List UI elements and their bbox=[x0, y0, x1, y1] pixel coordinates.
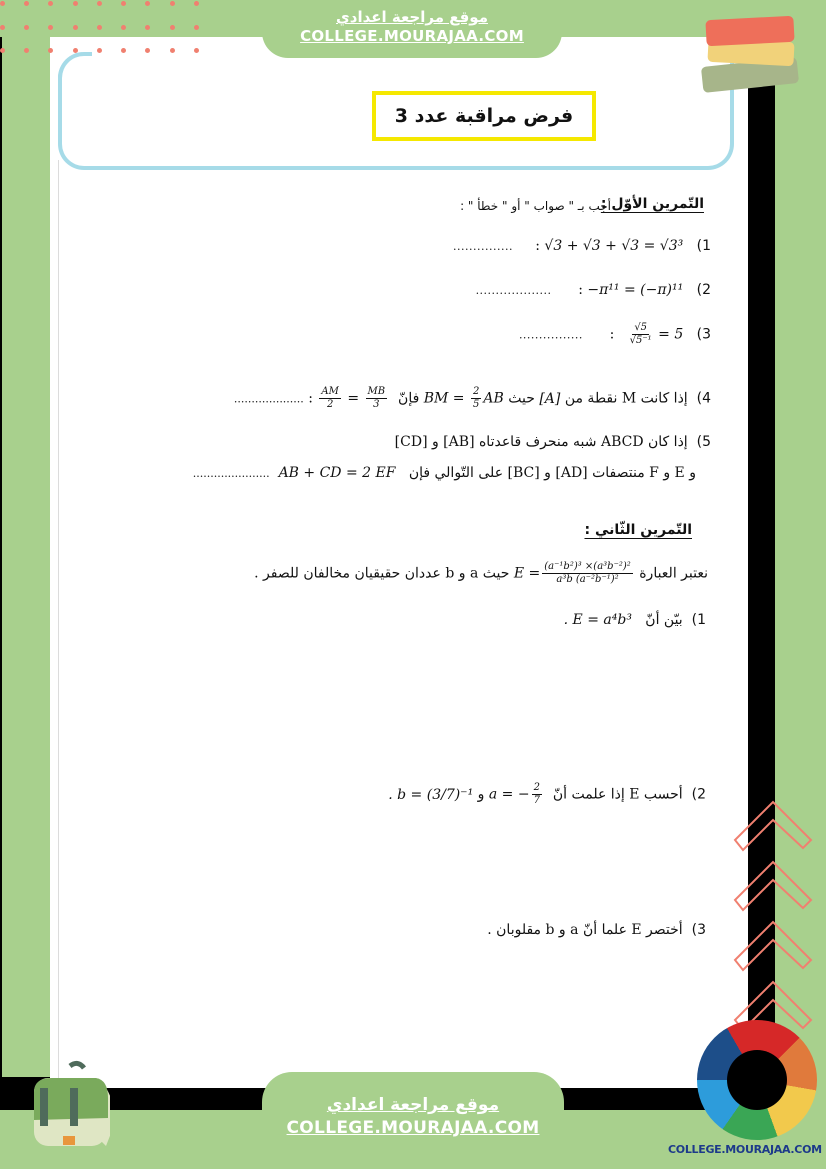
numerator: (a⁻¹b²)³ ×(a³b⁻²)² bbox=[544, 561, 631, 572]
item-number: 1) bbox=[691, 612, 706, 628]
expr-part: AB bbox=[483, 390, 504, 407]
denominator: 3 bbox=[373, 399, 380, 410]
item-text: إذا كانت M نقطة من bbox=[564, 390, 688, 407]
fraction bbox=[366, 386, 388, 411]
item-expression: . E = a⁴b³ bbox=[563, 612, 632, 628]
fraction bbox=[532, 782, 542, 807]
expr-a: a = − bbox=[488, 786, 530, 803]
fraction bbox=[542, 561, 633, 586]
site-logo-icon bbox=[697, 1020, 817, 1140]
item-expression bbox=[628, 322, 684, 347]
item-expression bbox=[424, 386, 504, 411]
backpack-icon bbox=[18, 1058, 110, 1153]
exercise2-item-1 bbox=[564, 612, 706, 628]
numerator: MB bbox=[367, 386, 386, 397]
site-banner-bottom[interactable] bbox=[262, 1072, 564, 1169]
exercise1-instruction: أجب بـ " صواب " أو " خطأ " : bbox=[460, 199, 611, 213]
denominator: a³b (a⁻²b⁻¹)² bbox=[556, 574, 619, 585]
logo-caption: COLLEGE.MOURAJAA.COM bbox=[668, 1143, 822, 1156]
exercise1-item-4 bbox=[234, 386, 711, 411]
exercise1-item-2 bbox=[476, 282, 711, 298]
answer-blank[interactable]: .................... bbox=[233, 392, 304, 406]
title-text: فرض مراقبة عدد 3 bbox=[394, 105, 574, 127]
expr-part: BM = bbox=[423, 390, 469, 407]
left-green-strip bbox=[2, 37, 50, 1077]
exercise2-item-2 bbox=[388, 782, 706, 807]
banner-url[interactable]: COLLEGE.MOURAJAA.COM bbox=[300, 27, 524, 45]
site-banner-top[interactable] bbox=[262, 0, 562, 58]
item-number: 3) bbox=[691, 922, 706, 938]
item-expression bbox=[489, 782, 544, 807]
item-number: 2) bbox=[696, 282, 711, 298]
separator: : bbox=[308, 390, 313, 407]
fraction bbox=[319, 386, 340, 411]
equals: = bbox=[347, 390, 360, 407]
exercise1-item-1 bbox=[453, 238, 711, 254]
expr-b: . b = (3/7)⁻¹ bbox=[388, 786, 474, 803]
exercise1-heading: التّمرين الأوّل : bbox=[600, 196, 704, 212]
numerator: 2 bbox=[473, 386, 480, 397]
fraction bbox=[630, 322, 652, 347]
numerator: AM bbox=[321, 386, 339, 397]
banner-arabic[interactable]: موقع مراجعة اعدادي bbox=[326, 1095, 500, 1115]
item-expression: √3 + √3 + √3 = √3³ bbox=[544, 238, 684, 254]
item-text: إذا كان ABCD شبه منحرف قاعدتاه [AB] و [CD] bbox=[394, 434, 688, 450]
intro-text: نعتبر العبارة bbox=[639, 565, 708, 582]
answer-blank[interactable]: ................ bbox=[518, 328, 583, 342]
page-title bbox=[372, 91, 596, 141]
expr-label: E = bbox=[513, 565, 541, 582]
chevron-up-decoration-icon bbox=[733, 790, 813, 1030]
item-text: أحسب E إذا علمت أنّ bbox=[552, 786, 683, 803]
intro-text: حيث a و b عددان حقيقيان مخالفان للصفر . bbox=[254, 565, 510, 582]
answer-blank[interactable]: ............... bbox=[453, 240, 513, 253]
exercise1-item-3 bbox=[519, 322, 711, 347]
exercise1-item-5-line2 bbox=[193, 465, 696, 481]
banner-url[interactable]: COLLEGE.MOURAJAA.COM bbox=[286, 1118, 540, 1138]
item-text: و E و F منتصفات [AD] و [BC] على التّوالي فإن bbox=[408, 465, 696, 481]
numerator: 2 bbox=[533, 782, 540, 793]
segment: [A] bbox=[539, 390, 561, 407]
and-word: و bbox=[477, 786, 485, 803]
rhs: = 5 bbox=[658, 326, 684, 343]
exercise1-item-5-line1 bbox=[395, 434, 711, 450]
margin-line bbox=[58, 160, 59, 1080]
denominator: √5⁻¹ bbox=[629, 335, 652, 346]
separator: : bbox=[578, 282, 583, 298]
expression-E bbox=[514, 561, 635, 586]
exercise2-heading: التّمرين الثّاني : bbox=[584, 522, 692, 538]
decorative-dots bbox=[0, 0, 200, 55]
item-expression: AB + CD = 2 EF bbox=[278, 465, 396, 481]
denominator: 7 bbox=[533, 795, 540, 806]
books-icon bbox=[698, 12, 808, 92]
separator: : bbox=[535, 238, 540, 254]
item-text: أختصر E علما أنّ a و b مقلوبان . bbox=[487, 922, 683, 938]
denominator: 5 bbox=[473, 399, 480, 410]
item-text: بيّن أنّ bbox=[645, 612, 683, 628]
numerator: √5 bbox=[634, 322, 648, 333]
fraction bbox=[471, 386, 481, 411]
exercise2-item-3 bbox=[487, 922, 706, 938]
item-number: 2) bbox=[691, 786, 706, 803]
item-text: فإنّ bbox=[398, 390, 420, 407]
item-text: حيث bbox=[508, 390, 535, 407]
denominator: 2 bbox=[326, 399, 334, 410]
exercise2-intro bbox=[254, 561, 708, 586]
item-number: 1) bbox=[696, 238, 711, 254]
item-number: 3) bbox=[696, 326, 711, 343]
separator: : bbox=[609, 326, 615, 343]
answer-blank[interactable]: ................... bbox=[475, 284, 552, 297]
answer-blank[interactable]: ...................... bbox=[192, 467, 270, 480]
banner-arabic[interactable]: موقع مراجعة اعدادي bbox=[336, 8, 488, 26]
item-expression-2 bbox=[317, 386, 389, 411]
item-expression: −π¹¹ = (−π)¹¹ bbox=[587, 282, 684, 298]
item-number: 4) bbox=[696, 390, 711, 407]
item-number: 5) bbox=[696, 434, 711, 450]
